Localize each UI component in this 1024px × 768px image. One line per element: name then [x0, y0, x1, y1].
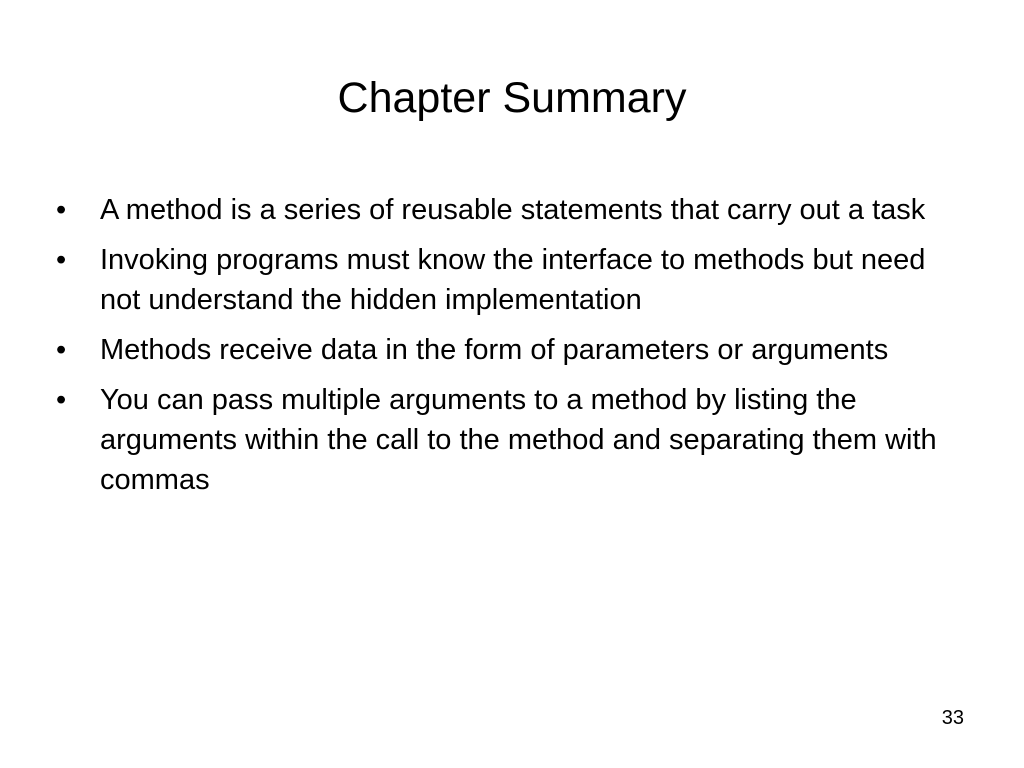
bullet-item: [56, 380, 956, 500]
bullet-text: A method is a series of reusable statements that carry out a task: [100, 194, 926, 226]
bullet-item: [56, 330, 956, 370]
slide-title: Chapter Summary: [337, 74, 687, 122]
bullet-point-icon: •: [56, 334, 67, 366]
bullet-text: Invoking programs must know the interface to methods but need not understand the hidden implementation: [100, 244, 926, 316]
bullet-point-icon: •: [56, 384, 67, 416]
page-number: 33: [941, 707, 964, 729]
bullet-point-icon: •: [56, 244, 67, 276]
bullet-list: [56, 190, 956, 510]
bullet-text: Methods receive data in the form of parameters or arguments: [100, 334, 889, 366]
bullet-item: [56, 190, 956, 230]
bullet-text: You can pass multiple arguments to a method by listing the arguments within the call to the method and separating them with commas: [100, 384, 937, 496]
bullet-point-icon: •: [56, 194, 67, 226]
bullet-item: [56, 240, 956, 320]
